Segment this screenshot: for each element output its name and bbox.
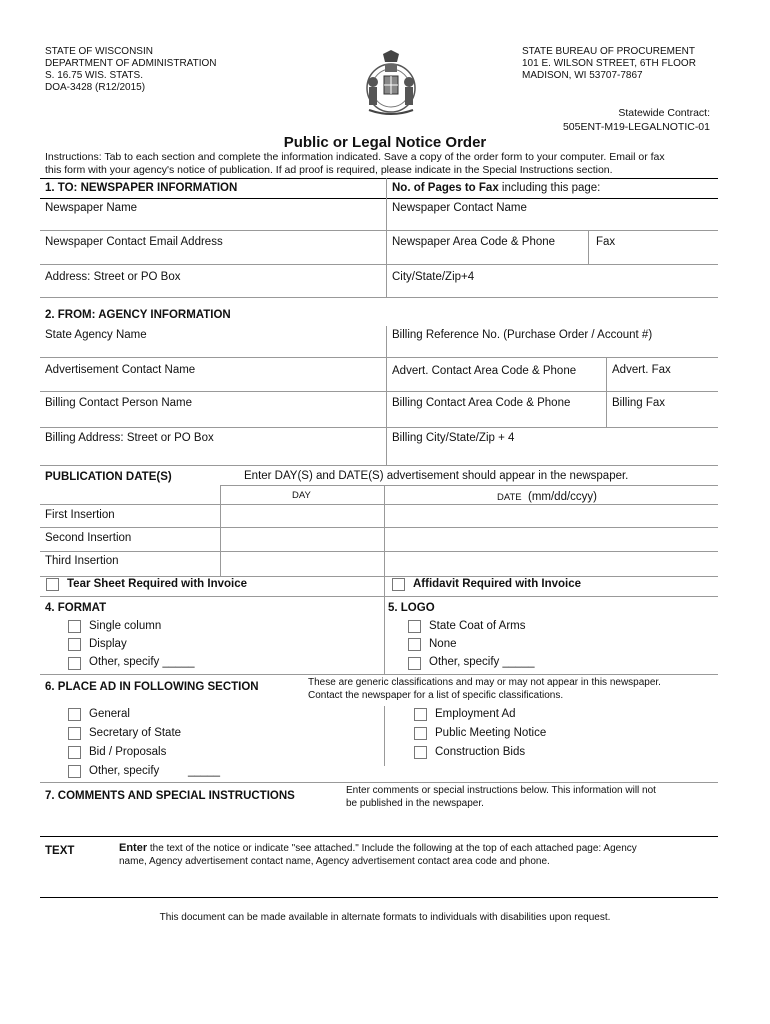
section-7-note-line-2: be published in the newspaper. [346, 798, 484, 809]
second-insertion-label: Second Insertion [45, 532, 132, 544]
secretary-of-state-label: Secretary of State [89, 727, 182, 739]
billing-reference-field[interactable]: Billing Reference No. (Purchase Order / Account #) [392, 329, 653, 341]
secretary-of-state-checkbox[interactable] [68, 727, 81, 740]
format-heading: 4. FORMAT [45, 602, 107, 614]
third-insertion-day-input[interactable] [221, 552, 383, 575]
bid-proposals-checkbox[interactable] [68, 746, 81, 759]
publication-dates-note: Enter DAY(S) and DATE(S) advertisement should appear in the newspaper. [244, 470, 629, 482]
instructions-line-2: this form with your agency's notice of publication. If ad proof is required, please indicate in the Special Instructions section. [45, 164, 613, 176]
header-left-line: DEPARTMENT OF ADMINISTRATION [45, 58, 217, 69]
pages-to-fax-rest: including this page: [498, 182, 601, 194]
text-section-label: TEXT [45, 845, 75, 857]
section-2-heading: 2. FROM: AGENCY INFORMATION [45, 309, 231, 321]
single-column-checkbox[interactable] [68, 620, 81, 633]
state-seal-icon [355, 48, 427, 120]
header-right-line: MADISON, WI 53707-7867 [522, 70, 643, 81]
bureau-header-right [522, 46, 696, 82]
billing-address-field[interactable]: Billing Address: Street or PO Box [45, 432, 214, 444]
newspaper-contact-name-field[interactable]: Newspaper Contact Name [392, 202, 527, 214]
third-insertion-label: Third Insertion [45, 555, 119, 567]
billing-city-field[interactable]: Billing City/State/Zip + 4 [392, 432, 515, 444]
state-coat-of-arms-label: State Coat of Arms [429, 620, 526, 632]
logo-heading: 5. LOGO [388, 602, 435, 614]
publication-dates-heading: PUBLICATION DATE(S) [45, 471, 172, 483]
logo-none-label: None [429, 638, 457, 650]
employment-ad-label: Employment Ad [435, 708, 516, 720]
affidavit-label: Affidavit Required with Invoice [413, 578, 582, 590]
first-insertion-date-input[interactable] [385, 505, 717, 526]
pages-to-fax-label [392, 182, 600, 194]
public-meeting-notice-label: Public Meeting Notice [435, 727, 547, 739]
state-coat-of-arms-checkbox[interactable] [408, 620, 421, 633]
text-instructions-line-2: name, Agency advertisement contact name, Agency advertisement contact area code and phone. [119, 856, 550, 867]
advert-fax-field[interactable]: Advert. Fax [612, 364, 671, 376]
employment-ad-checkbox[interactable] [414, 708, 427, 721]
tear-sheet-label: Tear Sheet Required with Invoice [67, 578, 247, 590]
logo-other-label: Other, specify _____ [429, 656, 535, 668]
header-left-line: DOA-3428 (R12/2015) [45, 82, 146, 93]
instructions-line-1: Instructions: Tab to each section and complete the information indicated. Save a copy of the order form to your computer. Email or fax [45, 151, 665, 163]
agency-header-left [45, 46, 217, 94]
state-agency-name-field[interactable]: State Agency Name [45, 329, 147, 341]
newspaper-address-field[interactable]: Address: Street or PO Box [45, 271, 181, 283]
affidavit-checkbox[interactable] [392, 578, 405, 591]
logo-other-checkbox[interactable] [408, 657, 421, 670]
general-label: General [89, 708, 130, 720]
advert-phone-field[interactable]: Advert. Contact Area Code & Phone [392, 365, 577, 377]
newspaper-city-field[interactable]: City/State/Zip+4 [392, 271, 475, 283]
billing-contact-name-field[interactable]: Billing Contact Person Name [45, 397, 193, 409]
first-insertion-day-input[interactable] [221, 505, 383, 526]
contract-label: Statewide Contract: [618, 107, 710, 119]
text-instructions-line-1 [119, 842, 637, 854]
second-insertion-day-input[interactable] [221, 528, 383, 550]
billing-phone-field[interactable]: Billing Contact Area Code & Phone [392, 397, 571, 409]
second-insertion-date-input[interactable] [385, 528, 717, 550]
section-7-heading: 7. COMMENTS AND SPECIAL INSTRUCTIONS [45, 790, 295, 802]
pages-to-fax-bold: No. of Pages to Fax [392, 182, 499, 194]
accessibility-footer: This document can be made available in alternate formats to individuals with disabilities upon request. [159, 912, 611, 923]
format-other-label: Other, specify _____ [89, 656, 195, 668]
newspaper-name-field[interactable]: Newspaper Name [45, 202, 138, 214]
date-column-label [497, 489, 597, 503]
construction-bids-checkbox[interactable] [414, 746, 427, 759]
section-other-checkbox[interactable] [68, 765, 81, 778]
header-right-line: STATE BUREAU OF PROCUREMENT [522, 46, 695, 57]
billing-fax-field[interactable]: Billing Fax [612, 397, 666, 409]
header-left-line: S. 16.75 WIS. STATS. [45, 70, 143, 81]
section-6-note-line-2: Contact the newspaper for a list of specific classifications. [308, 690, 564, 701]
format-other-checkbox[interactable] [68, 657, 81, 670]
section-other-blank[interactable]: _____ [188, 765, 220, 777]
tear-sheet-checkbox[interactable] [46, 578, 59, 591]
bid-proposals-label: Bid / Proposals [89, 746, 167, 758]
comments-input[interactable] [40, 812, 718, 836]
general-checkbox[interactable] [68, 708, 81, 721]
newspaper-email-field[interactable]: Newspaper Contact Email Address [45, 236, 223, 248]
newspaper-fax-field[interactable]: Fax [596, 236, 616, 248]
public-meeting-notice-checkbox[interactable] [414, 727, 427, 740]
text-instructions-rest: the text of the notice or indicate "see attached." Include the following at the top of each attached page: Agency [147, 843, 637, 854]
display-checkbox[interactable] [68, 638, 81, 651]
header-right-line: 101 E. WILSON STREET, 6TH FLOOR [522, 58, 696, 69]
advert-contact-name-field[interactable]: Advertisement Contact Name [45, 364, 196, 376]
logo-none-checkbox[interactable] [408, 638, 421, 651]
notice-text-input[interactable] [40, 872, 718, 896]
section-1-heading: 1. TO: NEWSPAPER INFORMATION [45, 182, 238, 194]
date-format: (mm/dd/ccyy) [527, 491, 597, 503]
newspaper-phone-field[interactable]: Newspaper Area Code & Phone [392, 236, 556, 248]
section-6-heading: 6. PLACE AD IN FOLLOWING SECTION [45, 681, 259, 693]
day-column-label: DAY [292, 490, 311, 501]
section-other-label: Other, specify [89, 765, 160, 777]
construction-bids-label: Construction Bids [435, 746, 526, 758]
section-6-note-line-1: These are generic classifications and may or may not appear in this newspaper. [308, 677, 661, 688]
first-insertion-label: First Insertion [45, 509, 115, 521]
section-7-note-line-1: Enter comments or special instructions below. This information will not [346, 785, 656, 796]
date-label: DATE [497, 492, 522, 503]
header-left-line: STATE OF WISCONSIN [45, 46, 153, 57]
contract-number: 505ENT-M19-LEGALNOTIC-01 [562, 121, 710, 133]
display-label: Display [89, 638, 127, 650]
page-title: Public or Legal Notice Order [283, 134, 487, 151]
single-column-label: Single column [89, 620, 162, 632]
third-insertion-date-input[interactable] [385, 552, 717, 575]
text-enter-word: Enter [119, 842, 148, 854]
